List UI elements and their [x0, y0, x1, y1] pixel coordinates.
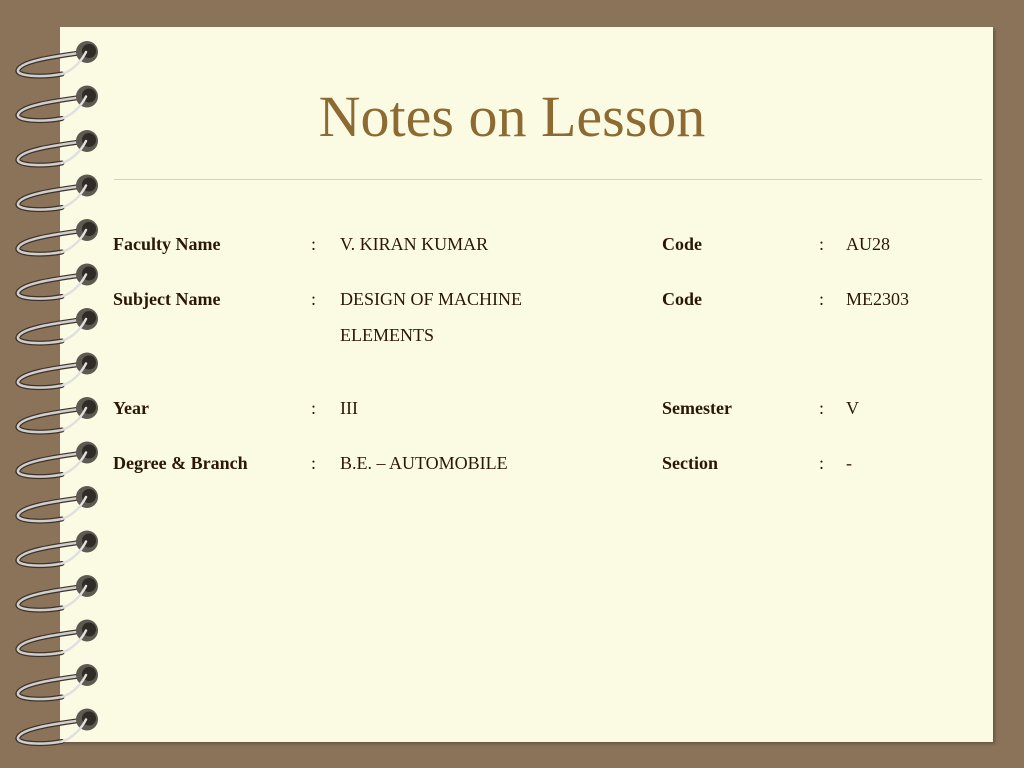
faculty-name-value: V. KIRAN KUMAR — [340, 234, 489, 254]
subject-name-value: DESIGN OF MACHINE ELEMENTS — [340, 289, 523, 345]
faculty-code-separator: : — [819, 234, 825, 254]
faculty-code-label: Code — [662, 234, 702, 254]
degree-branch-label: Degree & Branch — [113, 453, 248, 473]
degree-branch-separator: : — [311, 453, 317, 473]
semester-label: Semester — [662, 398, 732, 418]
faculty-code-value: AU28 — [846, 234, 890, 254]
section-label: Section — [662, 453, 718, 473]
year-separator: : — [311, 398, 317, 418]
faculty-name-label: Faculty Name — [113, 234, 221, 254]
semester-separator: : — [819, 398, 825, 418]
subject-code-label: Code — [662, 289, 702, 309]
title-divider — [114, 179, 982, 180]
section-value: - — [846, 453, 852, 473]
subject-name-separator: : — [311, 289, 317, 309]
year-label: Year — [113, 398, 149, 418]
faculty-name-separator: : — [311, 234, 317, 254]
year-value: III — [340, 398, 358, 418]
semester-value: V — [846, 398, 859, 418]
subject-name-label: Subject Name — [113, 289, 221, 309]
subject-code-separator: : — [819, 289, 825, 309]
subject-code-value: ME2303 — [846, 289, 909, 309]
page-title: Notes on Lesson — [318, 84, 706, 149]
degree-branch-value: B.E. – AUTOMOBILE — [340, 453, 508, 473]
section-separator: : — [819, 453, 825, 473]
